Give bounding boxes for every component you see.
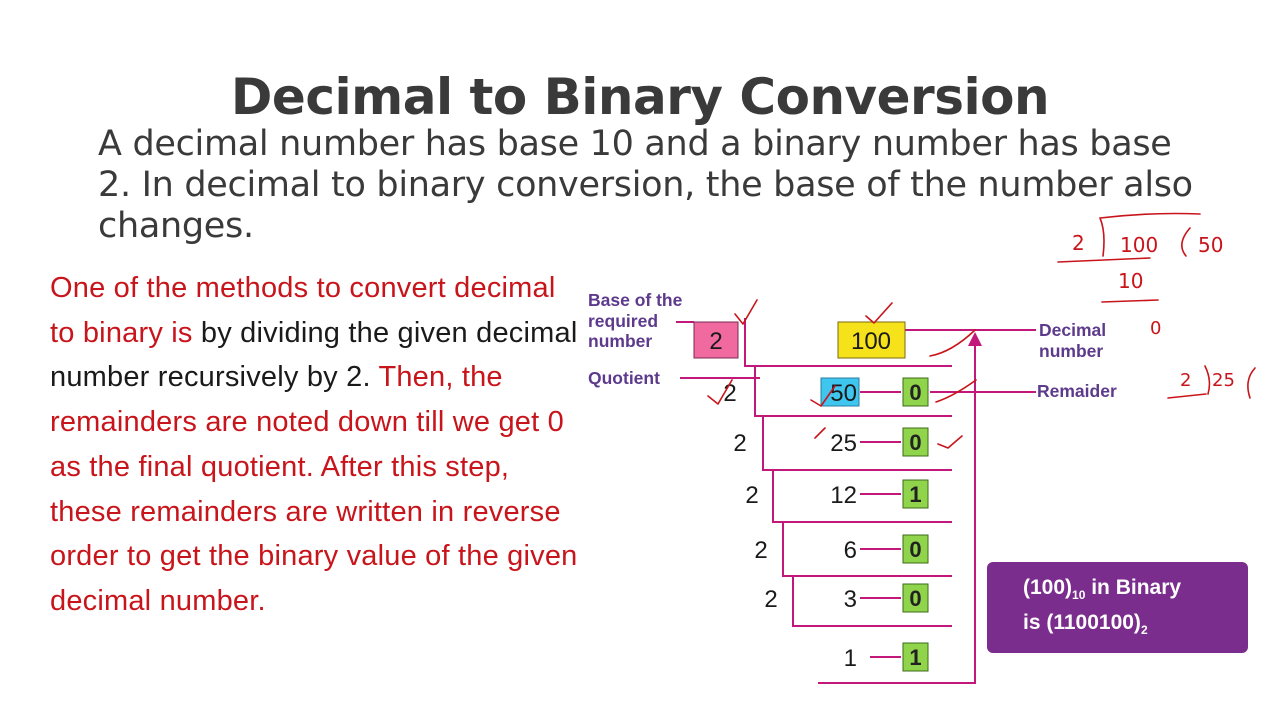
division-steps [723,378,928,672]
step-divisor: 2 [754,537,768,564]
step-remainder: 0 [909,537,922,562]
step-divisor: 2 [733,430,747,457]
hand-quotient-1: 50 [1198,233,1224,257]
step-remainder: 0 [909,430,922,455]
hand-dividend-1: 100 [1120,233,1159,257]
step-remainder: 0 [909,586,922,611]
step-divisor: 2 [723,380,737,407]
method-text-black: by dividing the given decimal number recursively by 2. [50,316,578,394]
step-quotient: 25 [830,430,857,457]
method-text-red-2: Then, the remainders are noted down till we get 0 as the final quotient. After this step, these remainders are written in reverse order to get the binary value of the given decimal number. [50,361,578,617]
intro-paragraph: A decimal number has base 10 and a binary number has base 2. In decimal to binary conversion, the base of the number also changes. [98,124,1193,246]
step-divisor: 2 [745,482,759,509]
label-remainder: Remaider [1037,381,1117,401]
step-quotient: 50 [830,380,857,407]
step-remainder: 1 [909,482,922,507]
result-line2-sub: 2 [1140,623,1148,638]
label-base-2: required [588,311,659,331]
hand-product-1: 10 [1118,269,1144,293]
label-base-1: Base of the [588,290,683,310]
label-decimal-2: number [1039,341,1104,361]
page-title: Decimal to Binary Conversion [230,68,1050,126]
label-base-3: number [588,331,653,351]
step-remainder: 1 [909,645,922,670]
result-line-1 [1023,574,1248,609]
result-line1-prefix: (100) [1023,576,1073,599]
hand-remainder-1: 0 [1150,318,1162,339]
step-quotient: 6 [843,537,857,564]
result-line1-suffix: in Binary [1085,576,1182,599]
label-quotient: Quotient [588,368,660,388]
decimal-value: 100 [850,328,892,355]
step-divisor: 2 [764,586,778,613]
hand-dividend-2: 25 [1212,370,1235,391]
base-value: 2 [709,328,723,355]
step-quotient: 1 [843,645,857,672]
result-line1-sub: 10 [1072,588,1086,603]
step-quotient: 3 [843,586,857,613]
result-line2-prefix: is (1100100) [1023,611,1141,635]
method-text-red-1: One of the methods to convert decimal to binary is [50,272,556,349]
hand-divisor-1: 2 [1072,231,1085,255]
label-decimal-1: Decimal [1039,320,1107,340]
hand-divisor-2: 2 [1180,370,1192,391]
result-line-2 [1023,609,1248,644]
result-box [987,562,1248,653]
step-quotient: 12 [830,482,857,509]
step-remainder: 0 [909,380,922,405]
